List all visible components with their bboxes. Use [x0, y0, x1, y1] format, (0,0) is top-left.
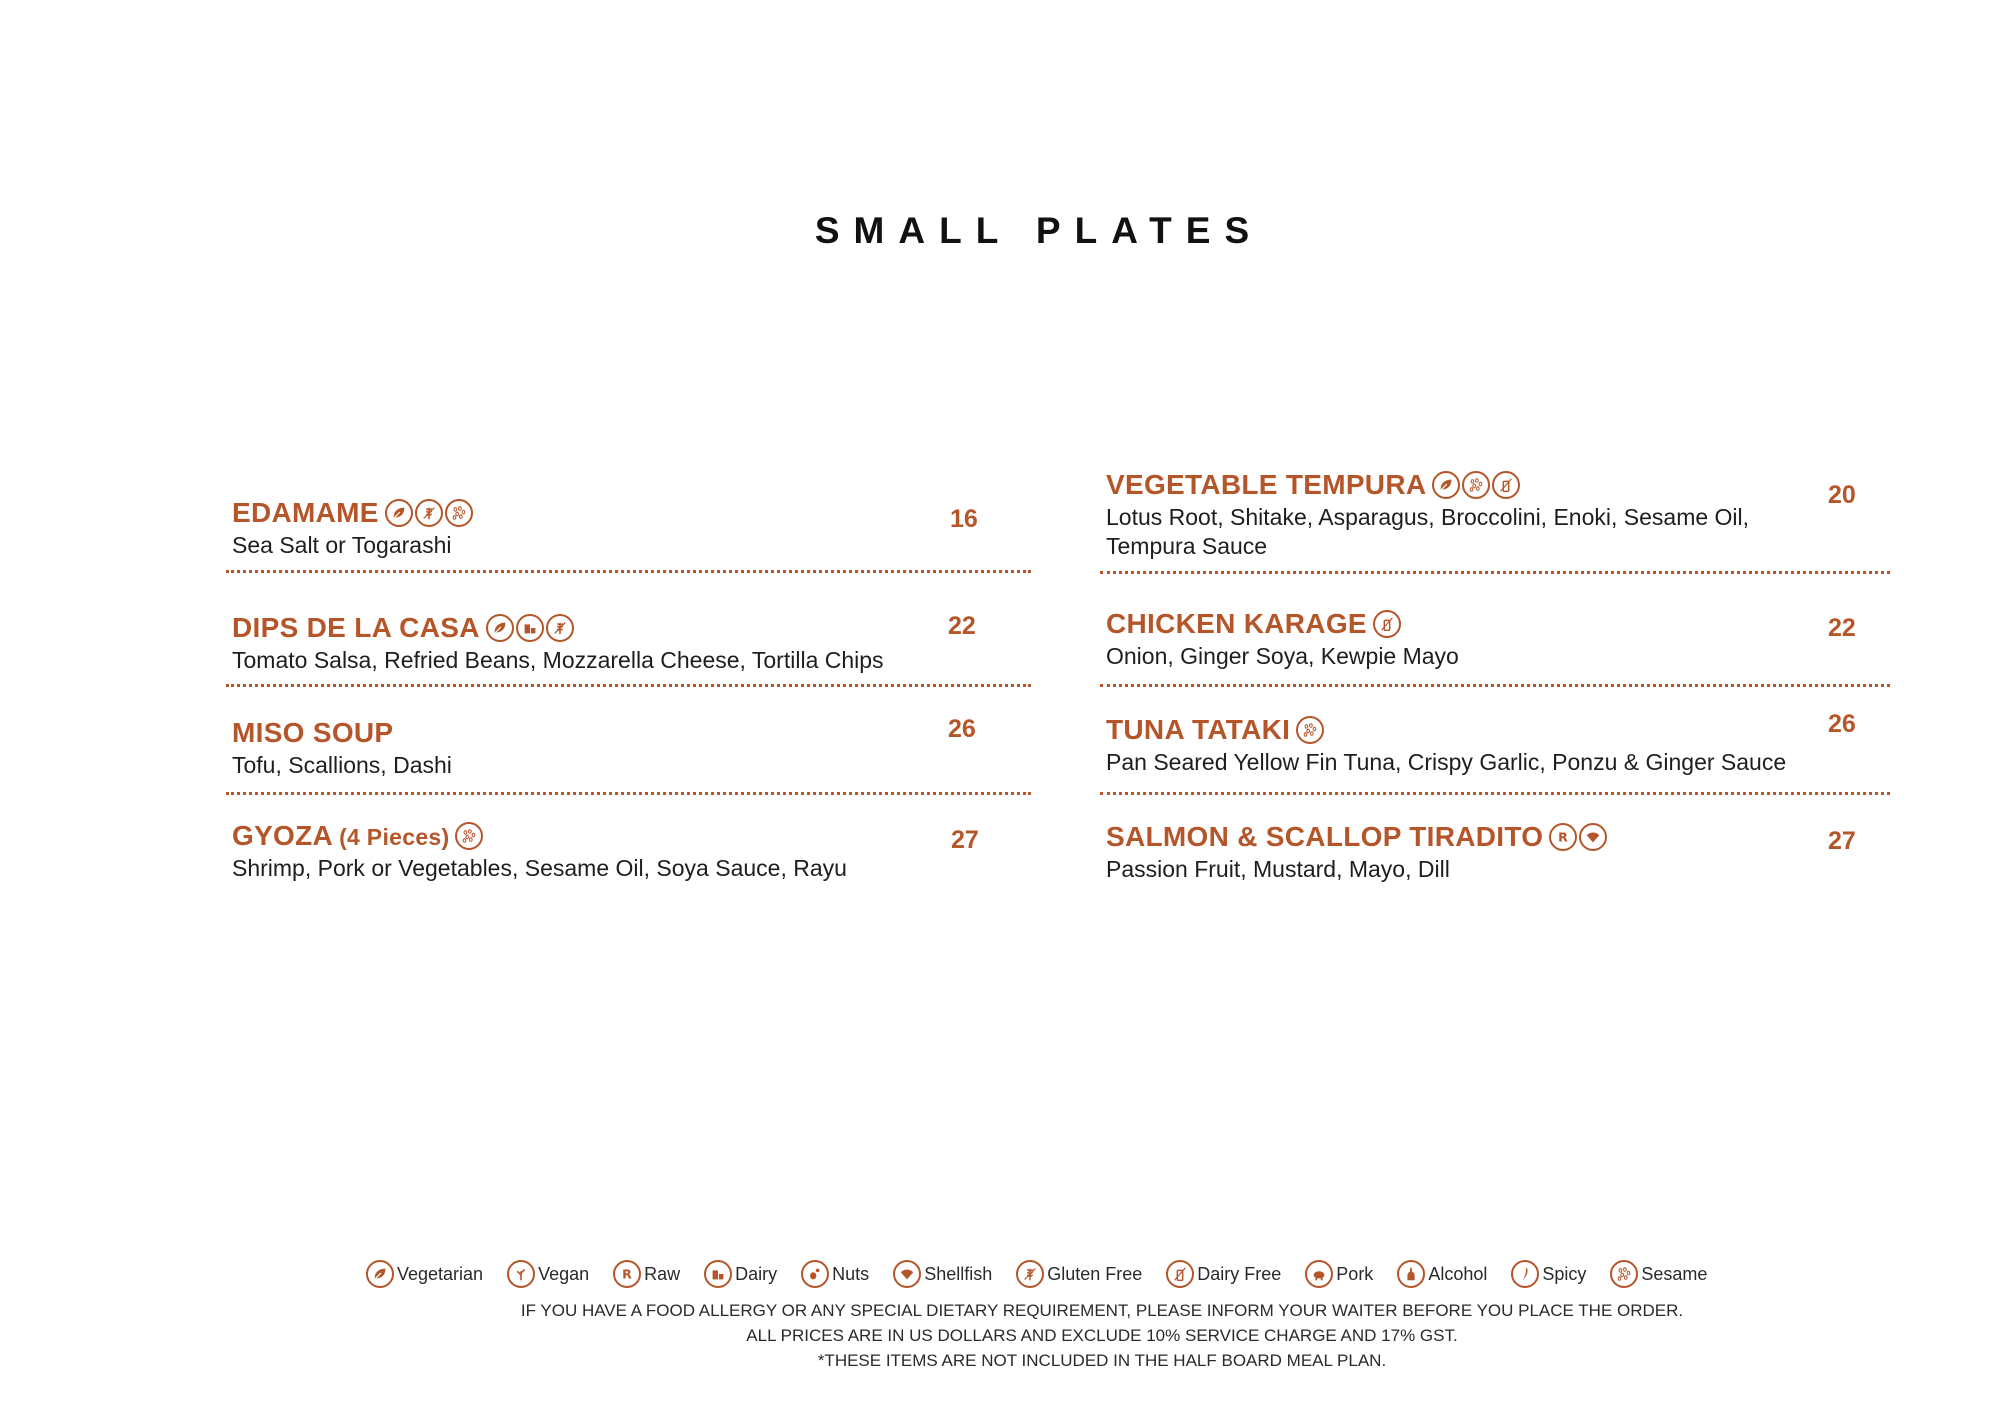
pork-icon [1305, 1260, 1333, 1288]
item-name: SALMON & SCALLOP TIRADITO [1106, 821, 1544, 852]
dotted-divider [1100, 792, 1890, 795]
legend-item-shellfish [893, 1260, 992, 1288]
sesame-icon [455, 822, 483, 850]
legend-label: Sesame [1641, 1263, 1708, 1284]
item-price: 27 [1828, 827, 1856, 855]
legend-item-dairy [704, 1260, 777, 1288]
vegetarian-icon [366, 1260, 394, 1288]
gluten-free-icon [546, 614, 574, 642]
legend-item-dairy-free [1166, 1260, 1281, 1288]
legend-label: Gluten Free [1047, 1263, 1143, 1284]
item-price: 22 [948, 612, 976, 640]
vegetarian-icon [1432, 471, 1460, 499]
legend-item-pork [1305, 1260, 1373, 1288]
dairy-free-icon [1373, 610, 1401, 638]
sesame-icon [445, 499, 473, 527]
menu-item-miso-soup [232, 715, 1032, 780]
item-description: Tofu, Scallions, Dashi [232, 752, 452, 778]
item-name: DIPS DE LA CASA [232, 612, 480, 643]
dietary-icons [1432, 471, 1522, 499]
legend-item-vegan [507, 1260, 589, 1288]
dietary-icons [385, 499, 475, 527]
legend-label: Shellfish [924, 1263, 993, 1284]
dietary-icons [1549, 823, 1609, 851]
dotted-divider [226, 570, 1031, 573]
menu-item-edamame [232, 495, 1032, 560]
alcohol-icon [1397, 1260, 1425, 1288]
item-description: Shrimp, Pork or Vegetables, Sesame Oil, Soya Sauce, Rayu [232, 855, 847, 881]
sesame-icon [1462, 471, 1490, 499]
footer-notes [0, 1298, 2000, 1373]
pricing-note: ALL PRICES ARE IN US DOLLARS AND EXCLUDE 10% SERVICE CHARGE AND 17% GST. [746, 1326, 1458, 1345]
menu-item-gyoza [232, 818, 1032, 883]
dairy-icon [516, 614, 544, 642]
legend-label: Spicy [1542, 1263, 1587, 1284]
item-description: Tomato Salsa, Refried Beans, Mozzarella Cheese, Tortilla Chips [232, 647, 884, 673]
item-price: 27 [951, 826, 979, 854]
legend-label: Vegan [538, 1263, 590, 1284]
dietary-icons [455, 822, 485, 850]
dairy-free-icon [1492, 471, 1520, 499]
raw-icon [613, 1260, 641, 1288]
item-price: 26 [1828, 710, 1856, 738]
legend-label: Dairy [735, 1263, 778, 1284]
shellfish-icon [1579, 823, 1607, 851]
item-name: EDAMAME [232, 497, 379, 528]
legend-item-spicy [1511, 1260, 1586, 1288]
item-name [232, 820, 449, 852]
item-name-text: GYOZA [232, 820, 334, 851]
legend-label: Vegetarian [397, 1263, 484, 1284]
dotted-divider [226, 684, 1031, 687]
legend-item-raw [613, 1260, 680, 1288]
vegetarian-icon [385, 499, 413, 527]
raw-icon [1549, 823, 1577, 851]
item-description: Sea Salt or Togarashi [232, 532, 452, 558]
legend-item-alcohol [1397, 1260, 1487, 1288]
item-price: 16 [950, 505, 978, 533]
item-price: 22 [1828, 614, 1856, 642]
legend-label: Nuts [832, 1263, 870, 1284]
item-name: TUNA TATAKI [1106, 714, 1291, 745]
item-price: 20 [1828, 481, 1856, 509]
legend-label: Alcohol [1428, 1263, 1488, 1284]
item-description: Passion Fruit, Mustard, Mayo, Dill [1106, 856, 1450, 882]
item-price: 26 [948, 715, 976, 743]
allergy-note: IF YOU HAVE A FOOD ALLERGY OR ANY SPECIAL DIETARY REQUIREMENT, PLEASE INFORM YOUR WAITER BEFORE YOU PLACE THE ORDER. [520, 1301, 1684, 1320]
page-title: SMALL PLATES [814, 210, 1264, 251]
menu-item-chicken-karage [1106, 606, 1891, 671]
svg-text:R: R [622, 1266, 632, 1282]
dietary-legend [366, 1258, 1731, 1290]
menu-item-salmon-scallop-tiradito [1106, 819, 1891, 884]
meal-plan-note: *THESE ITEMS ARE NOT INCLUDED IN THE HALF BOARD MEAL PLAN. [817, 1351, 1387, 1370]
legend-label: Pork [1336, 1263, 1374, 1284]
item-name: CHICKEN KARAGE [1106, 608, 1367, 639]
item-name: MISO SOUP [232, 717, 394, 748]
legend-item-vegetarian [366, 1260, 483, 1288]
dairy-free-icon [1166, 1260, 1194, 1288]
dairy-icon [704, 1260, 732, 1288]
item-description: Lotus Root, Shitake, Asparagus, Broccolini, Enoki, Sesame Oil, [1106, 504, 1750, 530]
dotted-divider [1100, 684, 1890, 687]
svg-text:R: R [1558, 829, 1569, 845]
sesame-icon [1610, 1260, 1638, 1288]
item-portion: (4 Pieces) [339, 824, 450, 850]
vegetarian-icon [486, 614, 514, 642]
menu-item-dips-de-la-casa [232, 610, 1032, 675]
nuts-icon [801, 1260, 829, 1288]
legend-label: Dairy Free [1197, 1263, 1282, 1284]
menu-item-tuna-tataki [1106, 712, 1891, 777]
spicy-icon [1511, 1260, 1539, 1288]
shellfish-icon [893, 1260, 921, 1288]
dotted-divider [1100, 571, 1890, 574]
sesame-icon [1296, 716, 1324, 744]
item-name: VEGETABLE TEMPURA [1106, 469, 1427, 500]
vegan-icon [507, 1260, 535, 1288]
item-description-line-2: Tempura Sauce [1106, 533, 1268, 559]
gluten-free-icon [1016, 1260, 1044, 1288]
dietary-icons [1296, 716, 1326, 744]
legend-label: Raw [644, 1263, 681, 1284]
item-description: Pan Seared Yellow Fin Tuna, Crispy Garlic, Ponzu & Ginger Sauce [1106, 749, 1787, 775]
legend-item-sesame [1610, 1260, 1707, 1288]
dotted-divider [226, 792, 1031, 795]
gluten-free-icon [415, 499, 443, 527]
menu-item-vegetable-tempura [1106, 467, 1891, 561]
item-description: Onion, Ginger Soya, Kewpie Mayo [1106, 643, 1459, 669]
dietary-icons [486, 614, 576, 642]
legend-item-gluten-free [1016, 1260, 1142, 1288]
legend-item-nuts [801, 1260, 869, 1288]
dietary-icons [1373, 610, 1403, 638]
